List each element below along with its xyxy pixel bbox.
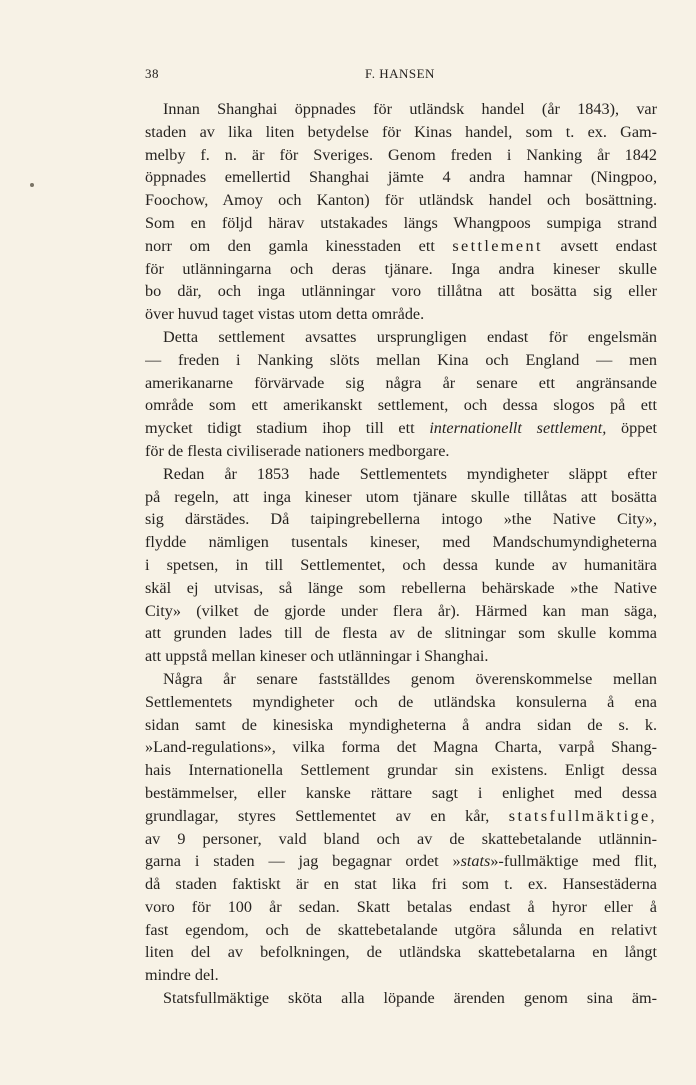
text-line: sig därstädes. Då taipingrebellerna intogo »the Native City», <box>145 510 657 529</box>
text-line: staden av lika liten betydelse för Kinas handel, som t. ex. Gam- <box>145 122 657 141</box>
text-line: för utlänningarna och deras tjänare. Inga andra kineser skulle <box>145 259 657 278</box>
text-line: voro för 100 år sedan. Skatt betalas endast å hyror eller å <box>145 897 657 916</box>
text-line: Settlementets myndigheter och de utländska konsulerna å ena <box>145 692 657 711</box>
text-line: Foochow, Amoy och Kanton) för utländsk handel och bosättning. <box>145 191 657 210</box>
text-line: område som ett amerikanskt settlement, och dessa slogos på ett <box>145 396 657 415</box>
text-line: fast egendom, och de skattebetalande utgöra sålunda en relativt <box>145 920 657 939</box>
text-run: garna i staden — jag begagnar ordet » <box>145 852 461 871</box>
text-line: melby f. n. är för Sveriges. Genom freden i Nanking år 1842 <box>145 145 657 164</box>
spaced-emphasis: settlement <box>452 236 543 255</box>
text-line: då staden faktiskt är en stat lika fri som t. ex. Hansestäderna <box>145 875 657 894</box>
text-run: grundlagar, styres Settlementet av en kår, <box>145 806 509 825</box>
text-line <box>145 235 657 258</box>
text-line: för de flesta civiliserade nationers medborgare. <box>145 441 450 460</box>
text-run: »-fullmäktige med flit, <box>490 852 657 871</box>
text-line: Några år senare fastställdes genom överenskommelse mellan <box>163 669 657 688</box>
text-line: skäl ej utvisas, så länge som rebellerna behärskade »the Native <box>145 578 657 597</box>
text-line: — freden i Nanking slöts mellan Kina och England — men <box>145 350 657 369</box>
text-line: liten del av befolkningen, de utländska skattebetalarna en långt <box>145 943 657 962</box>
italic-emphasis: stats <box>460 852 491 871</box>
page-header <box>145 66 657 86</box>
italic-emphasis: internationellt settlement, <box>429 419 607 438</box>
page-number: 38 <box>145 66 159 81</box>
running-head: F. HANSEN <box>365 66 435 81</box>
text-line: bo där, och inga utlänningar voro tillåtna att bosätta sig eller <box>145 282 657 301</box>
text-line: bestämmelser, eller kanske rättare sagt i enlighet med dessa <box>145 783 657 802</box>
text-line: att uppstå mellan kineser och utlänningar i Shanghai. <box>145 647 489 666</box>
body-text <box>145 98 657 1010</box>
text-line <box>145 805 657 828</box>
text-line: av 9 personer, vald bland och av de skattebetalande utlännin- <box>145 829 657 848</box>
text-line: i spetsen, in till Settlementet, och dessa kunde av humanitära <box>145 555 657 574</box>
text-line: flydde nämligen tusentals kineser, med Mandschumyndigheterna <box>145 533 657 552</box>
text-run: öppet <box>606 419 657 438</box>
text-run: norr om den gamla kinesstaden ett <box>145 236 453 255</box>
spaced-emphasis: statsfullmäktige, <box>508 806 657 825</box>
text-line: Detta settlement avsattes ursprungligen endast för engelsmän <box>163 327 657 346</box>
text-line: på regeln, att inga kineser utom tjänare skulle tillåtas att bosätta <box>145 487 657 506</box>
text-line: öppnades emellertid Shanghai jämte 4 andra hamnar (Ningpoo, <box>145 168 657 187</box>
text-line: City» (vilket de gjorde under flera år). Härmed kan man säga, <box>145 601 657 620</box>
text-line <box>145 850 657 873</box>
text-line: att grunden lades till de flesta av de slitningar som skulle komma <box>145 624 657 643</box>
text-line: mindre del. <box>145 966 219 985</box>
text-line: sidan samt de kinesiska myndigheterna å andra sidan de s. k. <box>145 715 657 734</box>
text-run: mycket tidigt stadium ihop till ett <box>145 419 430 438</box>
text-line: Redan år 1853 hade Settlementets myndigheter släppt efter <box>163 464 657 483</box>
text-line: hais Internationella Settlement grundar sin existens. Enligt dessa <box>145 761 657 780</box>
text-run: avsett endast <box>542 236 657 255</box>
margin-mark <box>30 183 34 187</box>
text-line: Som en följd härav utstakades längs Whangpoos sumpiga strand <box>145 213 657 232</box>
text-line: amerikanarne förvärvade sig några år senare ett angränsande <box>145 373 657 392</box>
text-line: »Land-regulations», vilka forma det Magna Charta, varpå Shang- <box>145 738 657 757</box>
text-line: Statsfullmäktige sköta alla löpande ärenden genom sina äm- <box>163 989 657 1008</box>
text-line: över huvud taget vistas utom detta område. <box>145 305 425 324</box>
text-line <box>145 417 657 440</box>
text-line: Innan Shanghai öppnades för utländsk handel (år 1843), var <box>163 100 657 118</box>
